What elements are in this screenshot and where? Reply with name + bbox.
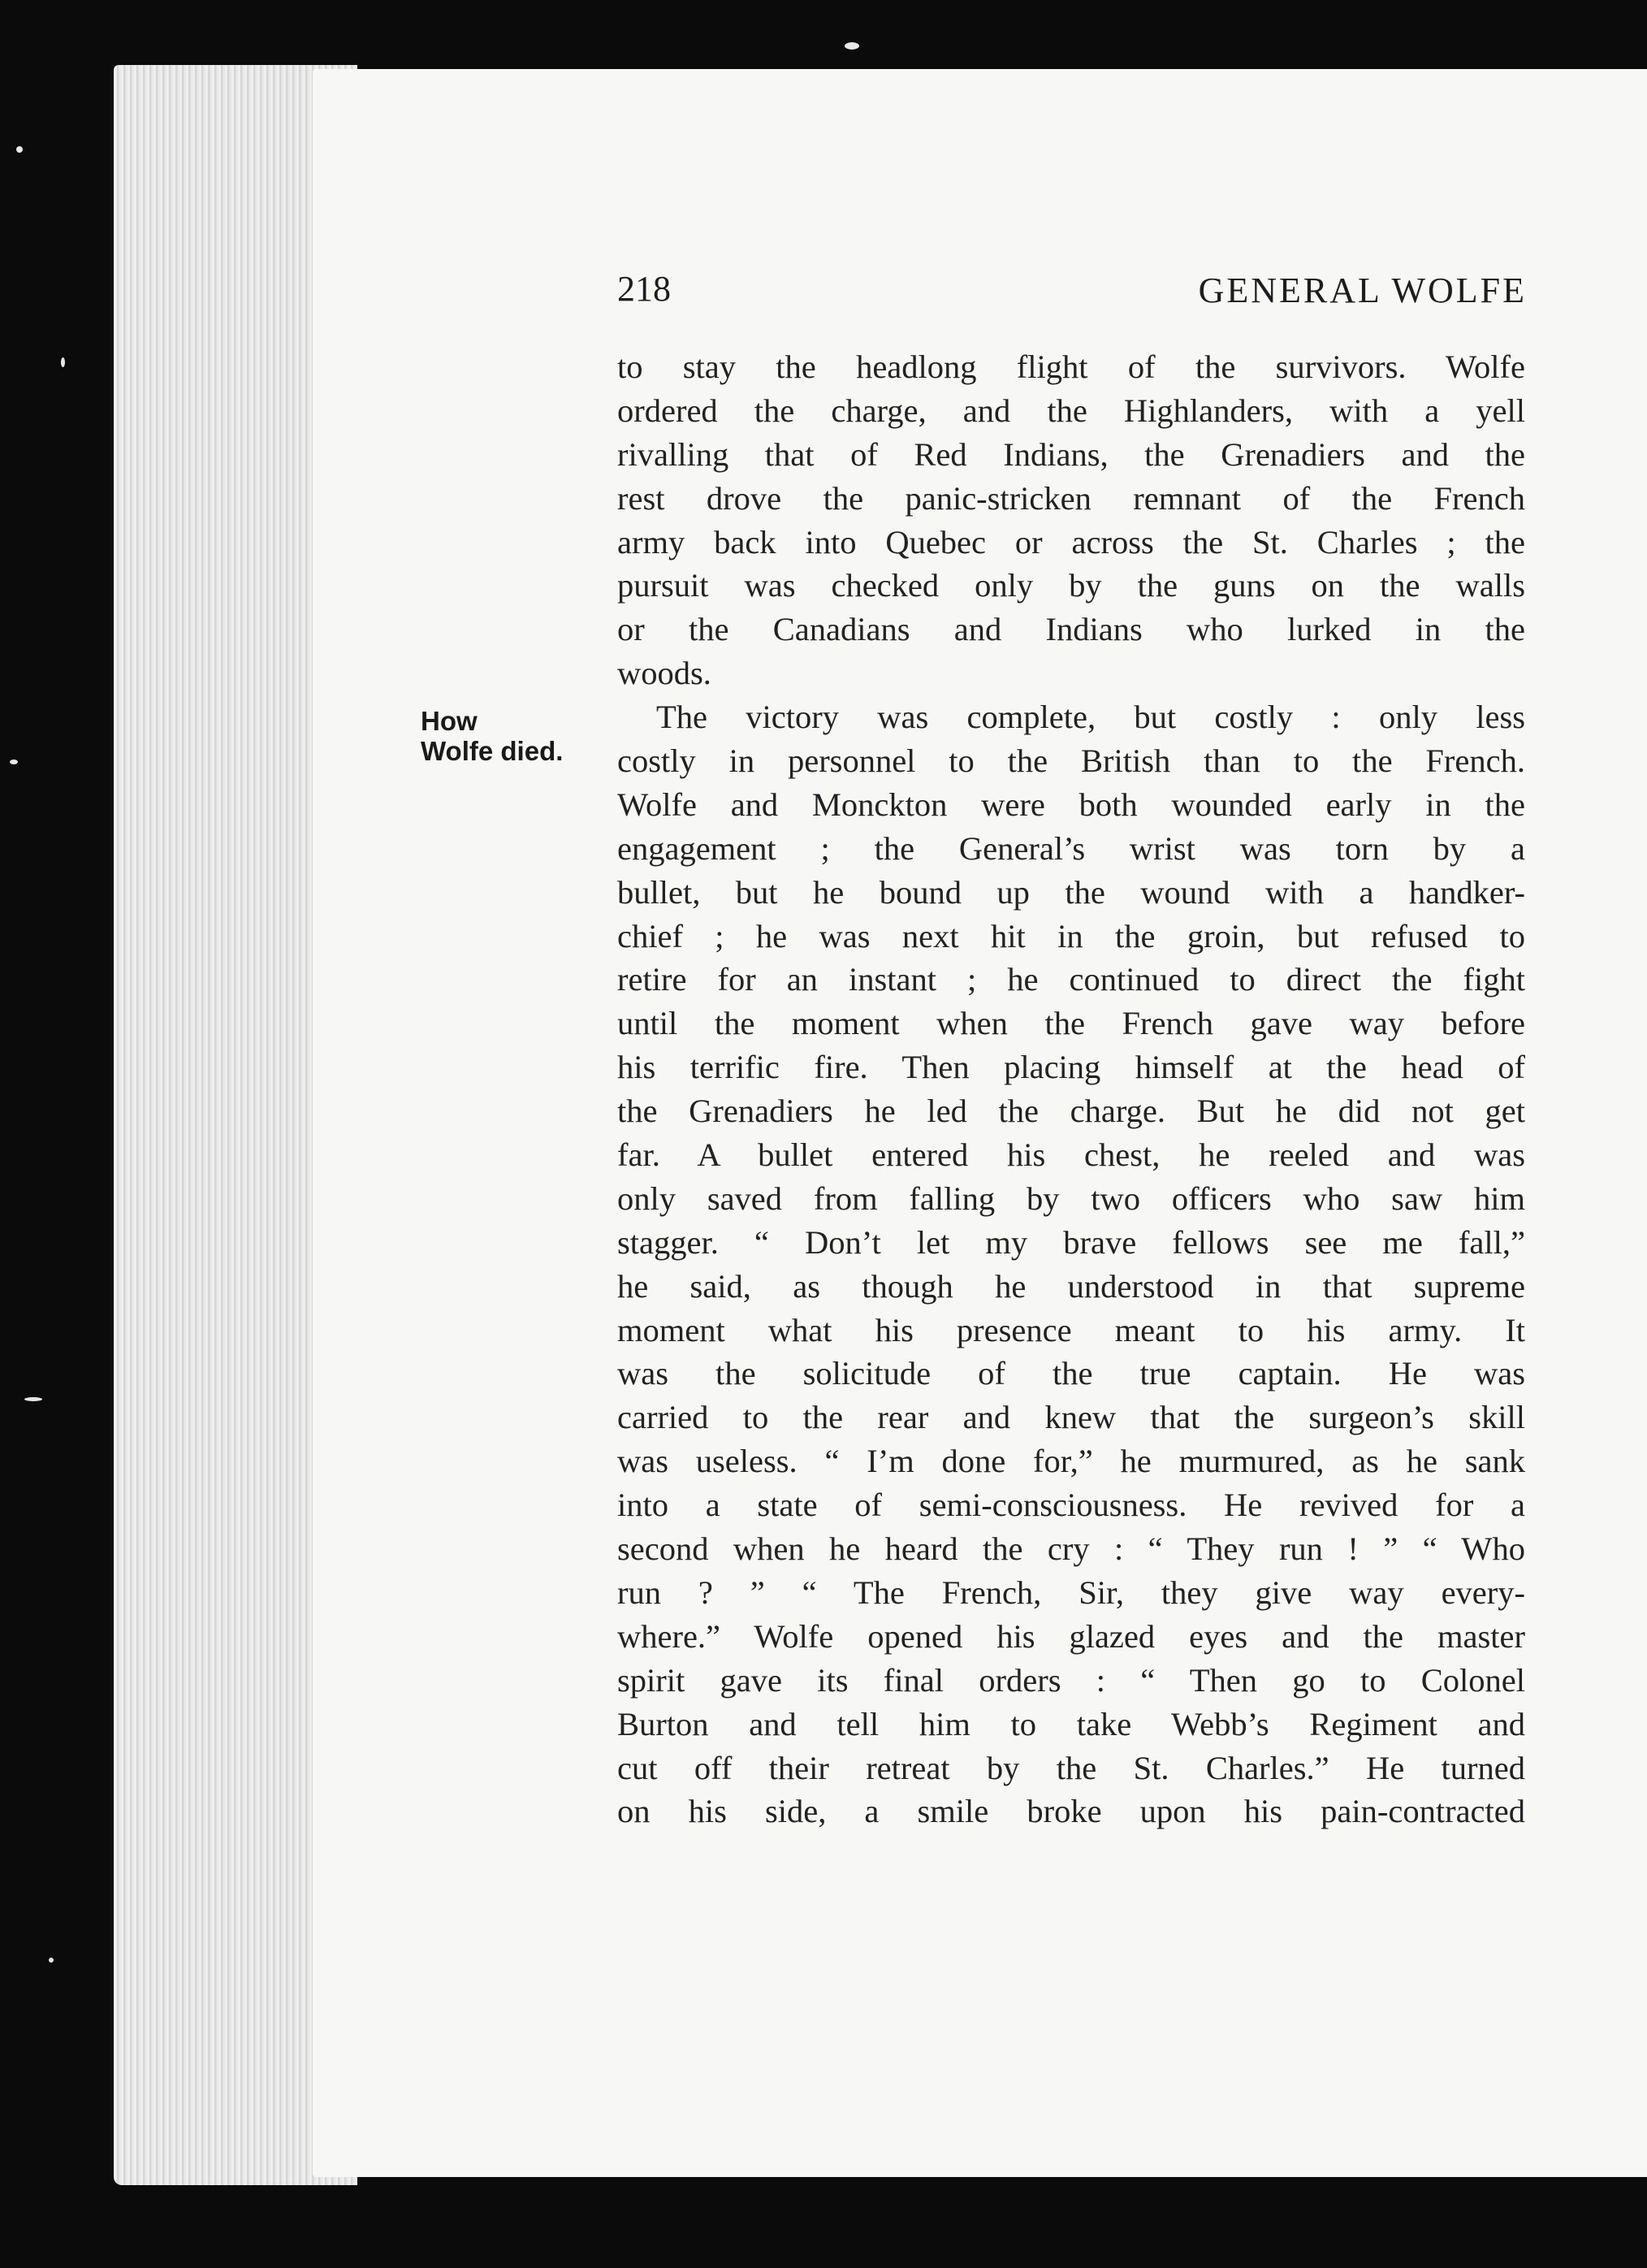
text-line: into a state of semi-consciousness. He revived for a <box>617 1487 1525 1524</box>
text-line: the Grenadiers he led the charge. But he did not get <box>617 1093 1525 1130</box>
text-line: spirit gave its final orders : “ Then go to Colonel <box>617 1661 1525 1699</box>
text-line: was the solicitude of the true captain. He was <box>617 1355 1525 1392</box>
text-line: bullet, but he bound up the wound with a handker- <box>617 873 1525 911</box>
text-line: pursuit was checked only by the guns on the walls <box>617 567 1525 604</box>
scan-speck <box>845 42 859 50</box>
running-head: GENERAL WOLFE <box>1198 271 1527 310</box>
text-line: The victory was complete, but costly : only less <box>656 699 1525 736</box>
text-line: far. A bullet entered his chest, he reeled and was <box>617 1136 1525 1174</box>
text-line: to stay the headlong flight of the survivors. Wolfe <box>617 348 1525 385</box>
text-line: was useless. “ I’m done for,” he murmured, as he sank <box>617 1443 1525 1480</box>
margin-note <box>421 707 591 767</box>
text-line: retire for an instant ; he continued to direct the fight <box>617 961 1525 998</box>
text-line: carried to the rear and knew that the surgeon’s skill <box>617 1399 1525 1436</box>
text-line: Wolfe and Monckton were both wounded early in the <box>617 786 1525 823</box>
scan-speck <box>24 1397 42 1401</box>
margin-note-line: How <box>421 706 478 736</box>
page-header <box>617 268 1527 325</box>
scan-speck <box>49 1958 54 1963</box>
text-line: rest drove the panic-stricken remnant of the French <box>617 479 1525 517</box>
text-line: rivalling that of Red Indians, the Grenadiers and the <box>617 435 1525 473</box>
text-line: second when he heard the cry : “ They run ! ” “ Who <box>617 1530 1525 1568</box>
page-number: 218 <box>617 269 671 309</box>
text-line: Burton and tell him to take Webb’s Regiment and <box>617 1705 1525 1742</box>
text-line: where.” Wolfe opened his glazed eyes and the master <box>617 1617 1525 1655</box>
text-line: moment what his presence meant to his army. It <box>617 1311 1525 1348</box>
scan-speck <box>10 760 18 764</box>
text-line: on his side, a smile broke upon his pain-contracted <box>617 1793 1525 1830</box>
text-line: costly in personnel to the British than to the French. <box>617 742 1525 780</box>
text-line: cut off their retreat by the St. Charles.” He turned <box>617 1749 1525 1786</box>
text-line: until the moment when the French gave way before <box>617 1005 1525 1042</box>
text-line: run ? ” “ The French, Sir, they give way every- <box>617 1573 1525 1611</box>
text-line: he said, as though he understood in that supreme <box>617 1267 1525 1305</box>
text-line: only saved from falling by two officers who saw him <box>617 1179 1525 1217</box>
text-line: army back into Quebec or across the St. Charles ; the <box>617 523 1525 561</box>
scan-speck <box>16 146 23 153</box>
body-text <box>617 345 1525 1833</box>
margin-note-line: Wolfe died. <box>421 735 564 766</box>
text-line: or the Canadians and Indians who lurked in the <box>617 611 1525 648</box>
text-line: engagement ; the General’s wrist was torn by a <box>617 829 1525 867</box>
text-line: chief ; he was next hit in the groin, but refused to <box>617 917 1525 954</box>
text-line: stagger. “ Don’t let my brave fellows see me fall,” <box>617 1223 1525 1261</box>
text-line: woods. <box>617 655 711 692</box>
text-line: ordered the charge, and the Highlanders, with a yell <box>617 392 1525 429</box>
text-line: his terrific fire. Then placing himself at the head of <box>617 1049 1525 1086</box>
scan-speck <box>61 357 65 367</box>
